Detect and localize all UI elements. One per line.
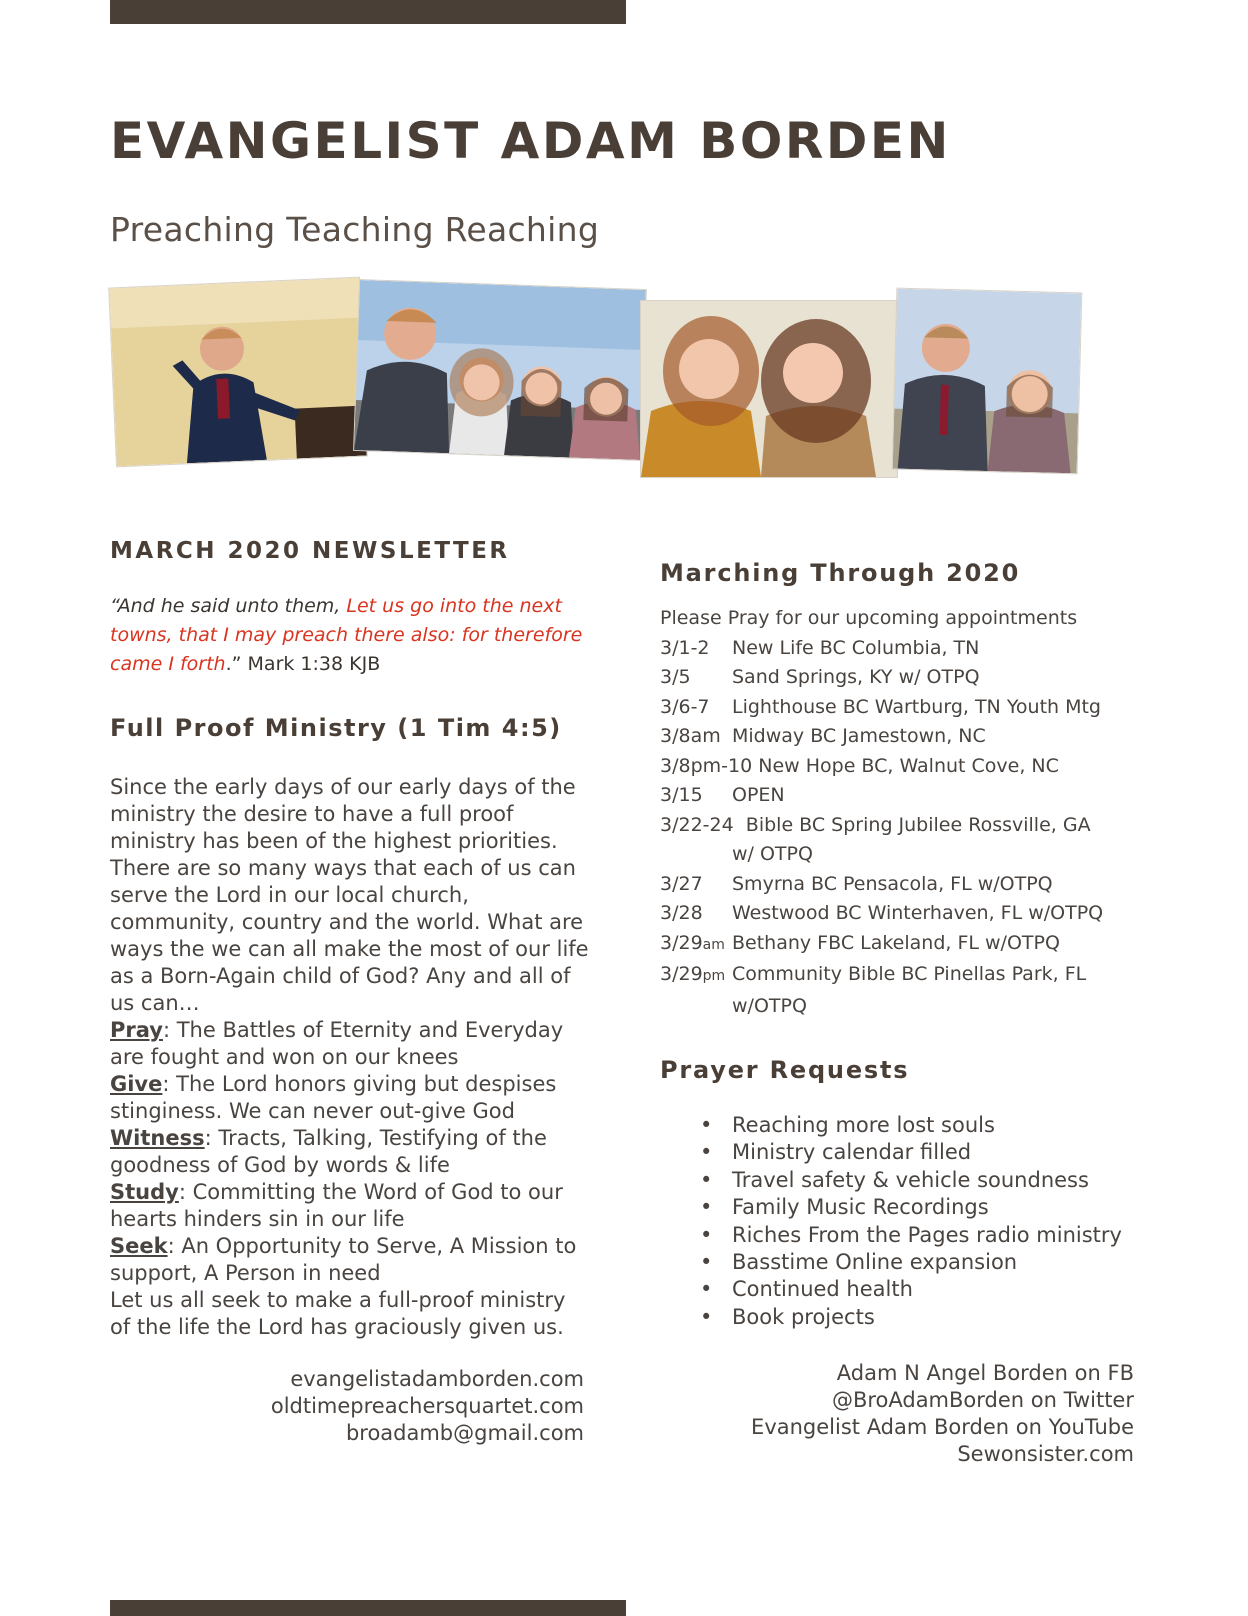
page-subtitle: Preaching Teaching Reaching bbox=[110, 210, 600, 249]
newsletter-heading: MARCH 2020 NEWSLETTER bbox=[110, 538, 510, 564]
schedule-row bbox=[660, 929, 1140, 961]
schedule-intro: Please Pray for our upcoming appointments bbox=[660, 607, 1078, 629]
schedule-place: Community Bible BC Pinellas Park, FL bbox=[732, 963, 1087, 985]
schedule-date: 3/15 bbox=[660, 784, 703, 806]
item-text: : The Battles of Eternity and Everyday are fought and won on our knees bbox=[110, 1018, 564, 1069]
schedule-date: 3/29 bbox=[660, 931, 703, 954]
item-key: Give bbox=[110, 1072, 163, 1096]
schedule-date-suffix: am bbox=[702, 936, 725, 953]
website-link[interactable]: evangelistadamborden.com bbox=[290, 1367, 584, 1391]
quote-reference: Mark 1:38 KJB bbox=[247, 653, 381, 675]
schedule-continuation: w/ OTPQ bbox=[732, 843, 813, 865]
schedule-date-wrap bbox=[660, 929, 732, 961]
family-photo bbox=[353, 279, 647, 461]
ministry-item bbox=[110, 1071, 590, 1125]
schedule-date: 3/1-2 bbox=[660, 636, 710, 659]
schedule-heading: Marching Through 2020 bbox=[660, 559, 1021, 587]
quote-highlight: Let us go into the next towns, that I may preach there also: for therefore came I forth bbox=[110, 595, 583, 675]
schedule-row bbox=[660, 693, 1140, 723]
ministry-body bbox=[110, 774, 590, 1341]
ministry-closing: Let us all seek to make a full-proof ministry of the life the Lord has graciously given us. bbox=[110, 1288, 566, 1339]
quote-close: .” bbox=[225, 653, 248, 675]
schedule-row bbox=[660, 722, 1140, 752]
top-decor-bar bbox=[110, 0, 626, 24]
ministry-item bbox=[110, 1017, 590, 1071]
item-key: Witness bbox=[110, 1126, 205, 1150]
couple-photo bbox=[892, 288, 1083, 475]
left-links bbox=[110, 1366, 584, 1447]
daughters-photo bbox=[640, 300, 898, 478]
schedule-place: Lighthouse BC Wartburg, TN Youth Mtg bbox=[732, 695, 1101, 718]
ministry-intro: Since the early days of our early days of the ministry the desire to have a full proof ministry has been of the highest priorities. There are so many ways that each of us can serve the Lord in our local church, community, country and the world. What are ways the we can all make the most of our life as a Born-Again child of God? Any and all of us can… bbox=[110, 775, 589, 1015]
schedule-row bbox=[660, 870, 1140, 900]
prayer-item: • Family Music Recordings bbox=[660, 1194, 1130, 1221]
item-key: Seek bbox=[110, 1234, 168, 1258]
schedule-place: OPEN bbox=[732, 784, 785, 806]
schedule-date: 3/29 bbox=[660, 963, 703, 985]
prayer-item: • Reaching more lost souls bbox=[660, 1112, 1130, 1139]
schedule-date: 3/6-7 bbox=[660, 695, 710, 718]
schedule-place: New Hope BC, Walnut Cove, NC bbox=[758, 754, 1059, 777]
ministry-item bbox=[110, 1179, 590, 1233]
prayer-item: • Travel safety & vehicle soundness bbox=[660, 1167, 1130, 1194]
facebook-link[interactable]: Adam N Angel Borden on FB bbox=[836, 1361, 1134, 1385]
ministry-heading: Full Proof Ministry (1 Tim 4:5) bbox=[110, 714, 562, 742]
schedule-date: 3/5 bbox=[660, 666, 691, 688]
schedule-row bbox=[660, 752, 1140, 782]
schedule-row bbox=[660, 634, 1140, 664]
sewonsister-link[interactable]: Sewonsister.com bbox=[957, 1442, 1134, 1466]
schedule-continuation: w/OTPQ bbox=[732, 994, 807, 1017]
prayer-item: • Riches From the Pages radio ministry bbox=[660, 1222, 1130, 1249]
schedule-place: Midway BC Jamestown, NC bbox=[732, 725, 986, 747]
youtube-link[interactable]: Evangelist Adam Borden on YouTube bbox=[751, 1415, 1134, 1439]
item-key: Pray bbox=[110, 1018, 163, 1042]
schedule-date-suffix: pm bbox=[702, 968, 726, 984]
schedule-place: Bethany FBC Lakeland, FL w/OTPQ bbox=[732, 931, 1060, 954]
schedule-date-wrap bbox=[660, 960, 732, 992]
schedule-row bbox=[660, 781, 1140, 811]
schedule-place: Smyrna BC Pensacola, FL w/OTPQ bbox=[732, 872, 1053, 895]
prayer-heading: Prayer Requests bbox=[660, 1056, 910, 1084]
prayer-item: • Basstime Online expansion bbox=[660, 1249, 1130, 1276]
schedule-date: 3/8pm-10 bbox=[660, 754, 753, 777]
page-title: EVANGELIST ADAM BORDEN bbox=[110, 112, 951, 170]
schedule-row bbox=[660, 899, 1140, 929]
schedule-place: Bible BC Spring Jubilee Rossville, GA bbox=[745, 813, 1091, 836]
item-text: : The Lord honors giving but despises stinginess. We can never out-give God bbox=[110, 1072, 557, 1123]
prayer-item: • Book projects bbox=[660, 1304, 1130, 1331]
quote-open: “And he said unto them, bbox=[110, 595, 347, 617]
schedule-place: New Life BC Columbia, TN bbox=[732, 636, 980, 659]
schedule-date: 3/22-24 bbox=[660, 813, 734, 836]
schedule-date: 3/8am bbox=[660, 725, 721, 747]
prayer-item: • Ministry calendar filled bbox=[660, 1139, 1130, 1166]
schedule-list bbox=[660, 604, 1140, 1021]
bottom-decor-bar bbox=[110, 1600, 626, 1616]
ministry-item bbox=[110, 1233, 590, 1287]
twitter-link[interactable]: @BroAdamBorden on Twitter bbox=[831, 1388, 1134, 1412]
right-links bbox=[640, 1360, 1134, 1468]
schedule-row bbox=[660, 811, 1140, 841]
schedule-date: 3/28 bbox=[660, 902, 703, 924]
item-key: Study bbox=[110, 1180, 179, 1204]
scripture-quote bbox=[110, 592, 590, 679]
item-text: : Tracts, Talking, Testifying of the goodness of God by words & life bbox=[110, 1126, 547, 1177]
item-text: : Committing the Word of God to our hearts hinders sin in our life bbox=[110, 1180, 563, 1231]
item-text: : An Opportunity to Serve, A Mission to support, A Person in need bbox=[110, 1234, 577, 1285]
schedule-row bbox=[660, 960, 1140, 992]
schedule-row bbox=[660, 663, 1140, 693]
quartet-link[interactable]: oldtimepreachersquartet.com bbox=[270, 1394, 584, 1418]
email-link[interactable]: broadamb@gmail.com bbox=[345, 1421, 584, 1445]
preacher-photo bbox=[108, 277, 368, 468]
ministry-item bbox=[110, 1125, 590, 1179]
prayer-item: • Continued health bbox=[660, 1276, 1130, 1303]
schedule-place: Westwood BC Winterhaven, FL w/OTPQ bbox=[732, 902, 1104, 924]
schedule-place: Sand Springs, KY w/ OTPQ bbox=[732, 666, 980, 688]
schedule-date: 3/27 bbox=[660, 872, 703, 895]
prayer-list bbox=[660, 1112, 1130, 1331]
